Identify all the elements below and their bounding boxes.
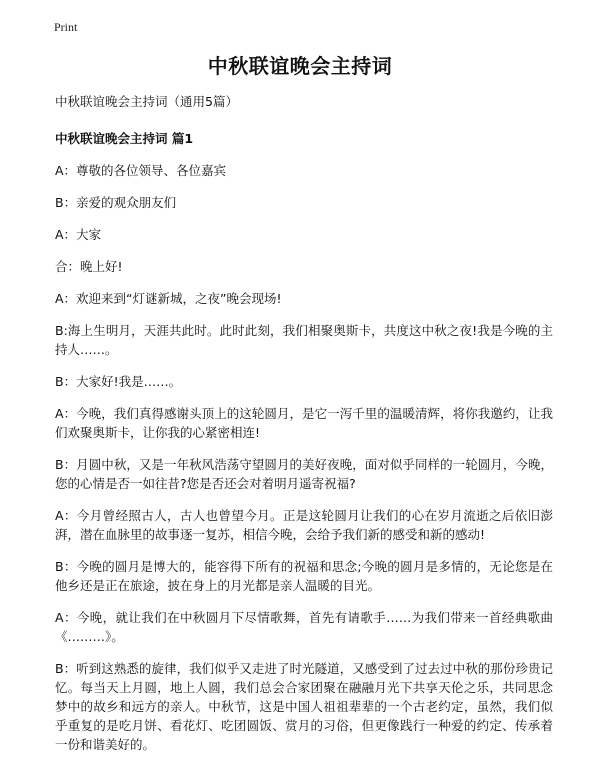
document-subtitle: 中秋联谊晚会主持词（通用5篇） bbox=[55, 94, 238, 109]
paragraph-3: A：大家 bbox=[55, 227, 102, 242]
paragraph-1: A：尊敬的各位领导、各位嘉宾 bbox=[55, 163, 227, 178]
page-title: 中秋联谊晚会主持词 bbox=[207, 54, 393, 78]
section-heading: 中秋联谊晚会主持词 篇1 bbox=[55, 131, 194, 146]
print-link[interactable]: Print bbox=[54, 20, 78, 34]
paragraph-7: B：大家好!我是……。 bbox=[55, 374, 182, 389]
paragraph-11: B：今晚的圆月是博大的，能容得下所有的祝福和思念;今晚的圆月是多情的，无论您是在他乡还是正在旅途，披在身上的月光都是亲人温暖的目光。 bbox=[55, 559, 553, 593]
paragraph-12: A：今晚，就让我们在中秋圆月下尽情歌舞，首先有请歌手……为我们带来一首经典歌曲《………》。 bbox=[55, 610, 553, 644]
paragraph-10: A：今月曾经照古人，古人也曾望今月。正是这轮圆月让我们的心在岁月流逝之后依旧澎湃，潜在血脉里的故事逐一复苏，相信今晚，会给予我们新的感受和新的感动! bbox=[55, 508, 553, 542]
paragraph-6: B:海上生明月，天涯共此时。此时此刻，我们相聚奥斯卡，共度这中秋之夜!我是今晚的主持人……。 bbox=[55, 323, 553, 357]
paragraph-4: 合：晚上好! bbox=[55, 259, 123, 274]
paragraph-5: A：欢迎来到“灯谜新城，之夜”晚会现场! bbox=[55, 291, 282, 306]
paragraph-2: B：亲爱的观众朋友们 bbox=[55, 195, 177, 210]
paragraph-13: B：听到这熟悉的旋律，我们似乎又走进了时光隧道，又感受到了过去过中秋的那份珍贵记忆。每当天上月圆，地上人圆，我们总会合家团聚在融融月光下共享天伦之乐，共同思念梦中的故乡和远方的亲人。中秋节，这是中国人祖祖辈辈的一个古老约定，虽然，我们似乎重复的是吃月饼、看花灯、吃团圆饭、赏月的习俗，但更像践行一种爱的约定、传承着一份和谐美好的。 bbox=[55, 661, 553, 752]
paragraph-8: A：今晚，我们真得感谢头顶上的这轮圆月，是它一泻千里的温暖清辉，将你我邀约，让我们欢聚奥斯卡，让你我的心紧密相连! bbox=[55, 406, 553, 440]
document-body bbox=[55, 92, 553, 767]
paragraph-9: B：月圆中秋，又是一年秋风浩荡守望圆月的美好夜晚，面对似乎同样的一轮圆月，今晚，您的心情是否一如往昔?您是否还会对着明月遥寄祝福? bbox=[55, 457, 553, 491]
